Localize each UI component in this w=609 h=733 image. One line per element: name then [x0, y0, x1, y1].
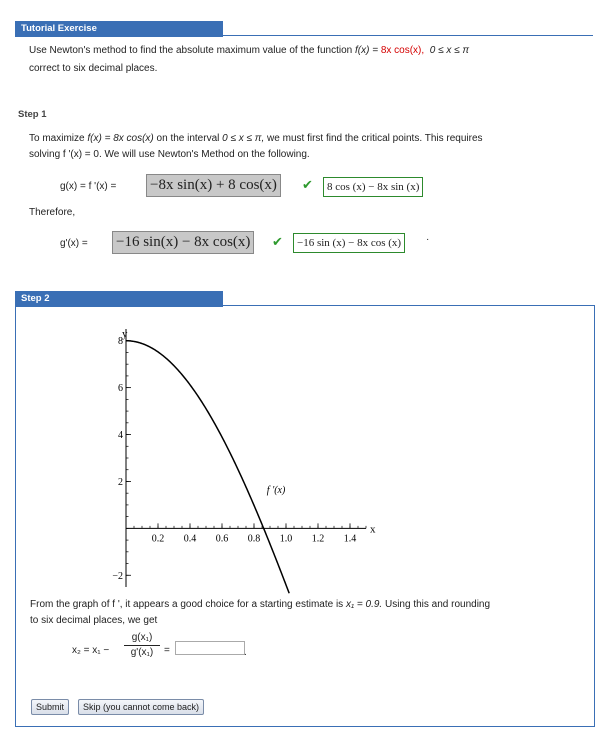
step2-text-line2: to six decimal places, we get: [30, 615, 158, 626]
problem-expression: 8x cos(x),: [380, 45, 425, 56]
x2-answer-input[interactable]: [175, 641, 245, 655]
step2-tab: Step 2: [15, 291, 223, 307]
step1-fx: f(x) = 8x cos(x): [87, 133, 154, 144]
gp-label: g'(x) =: [60, 238, 88, 249]
y-tick-label: 6: [118, 383, 123, 395]
step1-intro: [29, 130, 483, 147]
step1-intro-line2: solving f '(x) = 0. We will use Newton's Method on the following.: [29, 149, 310, 160]
step1-interval: 0 ≤ x ≤ π,: [222, 133, 265, 144]
formula-denominator: g'(x₁): [124, 645, 160, 660]
skip-button[interactable]: Skip (you cannot come back): [78, 699, 204, 715]
g-answer-box[interactable]: −8x sin(x) + 8 cos(x): [146, 174, 281, 197]
step1-text-post: we must first find the critical points. This requires: [264, 133, 483, 144]
g-label: g(x) = f '(x) =: [60, 181, 117, 192]
problem-statement: [29, 42, 599, 59]
tutorial-tab: Tutorial Exercise: [15, 21, 223, 37]
y-tick-label: −2: [112, 570, 123, 582]
therefore-text: Therefore,: [29, 207, 76, 218]
gp-answer-box[interactable]: −16 sin(x) − 8x cos(x): [112, 231, 254, 254]
gp-check-icon: ✔: [272, 234, 283, 249]
problem-interval: 0 ≤ x ≤ π: [429, 45, 470, 56]
graph-curve-label: f '(x): [266, 485, 286, 497]
y-tick-label: 2: [118, 476, 123, 488]
graph-y-label: y: [122, 328, 128, 340]
x-tick-label: 1.2: [311, 533, 325, 545]
step2-text-pre: From the graph of f ', it appears a good choice for a starting estimate is: [30, 599, 346, 610]
step1-text: To maximize: [29, 133, 88, 144]
y-tick-label: 8: [118, 336, 123, 348]
step1-label: Step 1: [18, 109, 47, 120]
formula-period: .: [244, 647, 247, 658]
x-tick-label: 0.6: [215, 533, 229, 545]
graph-axes: [126, 329, 366, 587]
graph-ticks: [112, 336, 366, 582]
g-correct-answer: 8 cos (x) − 8x sin (x): [323, 177, 423, 197]
problem-text: Use Newton's method to find the absolute maximum value of the function: [29, 45, 355, 56]
x-tick-label: 0.4: [183, 533, 197, 545]
x-tick-label: 0.8: [247, 533, 261, 545]
formula-fraction: [124, 631, 160, 660]
step2-x1: x₁ = 0.9.: [345, 599, 383, 610]
x-tick-label: 1.0: [279, 533, 293, 545]
step2-text-post: Using this and rounding: [382, 599, 491, 610]
g-check-icon: ✔: [302, 177, 313, 192]
problem-fx: f(x) =: [354, 45, 381, 56]
x-tick-label: 1.4: [343, 533, 357, 545]
formula-equals: =: [164, 645, 170, 656]
f-prime-curve: [126, 341, 289, 594]
formula-numerator: g(x₁): [131, 632, 153, 643]
gp-correct-answer: −16 sin (x) − 8x cos (x): [293, 233, 405, 253]
step1-text-mid: on the interval: [153, 133, 223, 144]
f-prime-graph: [100, 325, 390, 595]
gp-dot: ·: [426, 234, 430, 245]
x-tick-label: 0.2: [151, 533, 165, 545]
formula-lhs: x₂ = x₁ −: [72, 645, 110, 656]
step2-text: [30, 596, 490, 613]
submit-button[interactable]: Submit: [31, 699, 69, 715]
tutorial-divider: [15, 35, 593, 36]
graph-x-label: x: [370, 523, 376, 536]
problem-statement-line2: correct to six decimal places.: [29, 63, 158, 74]
y-tick-label: 4: [118, 430, 123, 442]
